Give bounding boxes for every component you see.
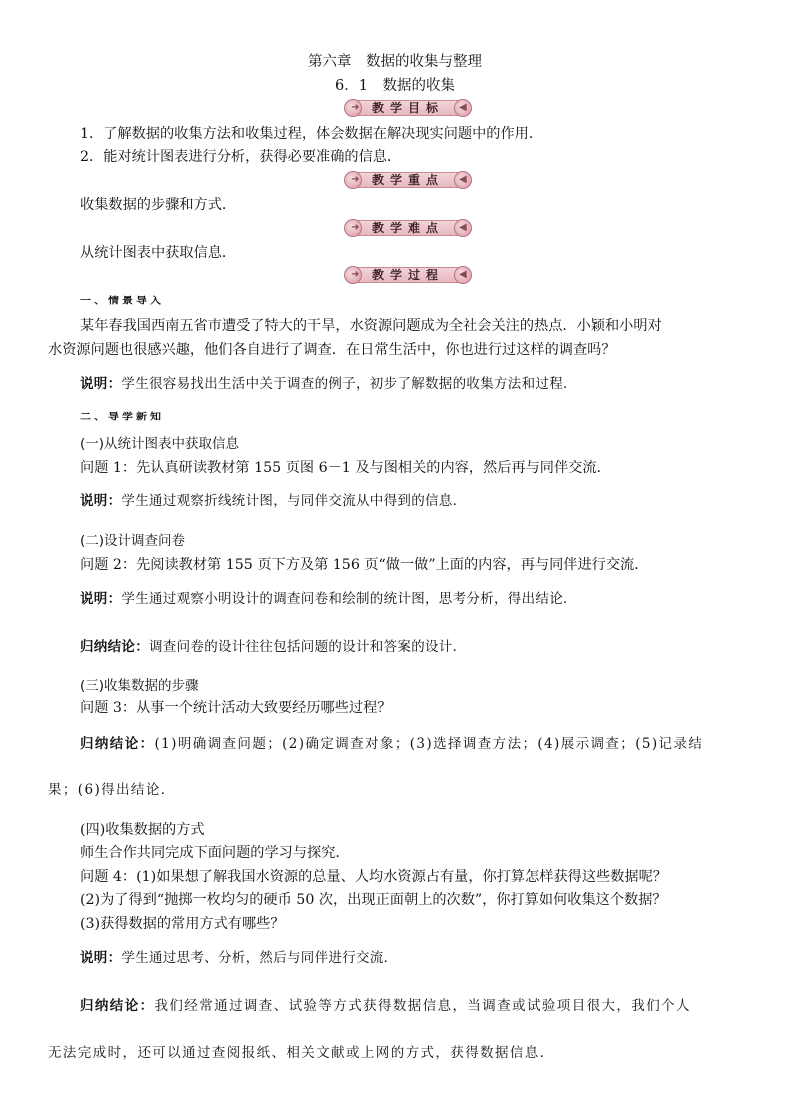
part3-question: 问题 3：从事一个统计活动大致要经历哪些过程？ [80,700,392,716]
difficulty-text: 从统计图表中获取信息． [80,245,237,261]
key-point-text: 收集数据的步骤和方式． [80,197,237,213]
objective-2: 2．能对统计图表进行分析，获得必要准确的信息． [80,149,402,165]
part2-question: 问题 2：先阅读教材第 155 页下方及第 156 页“做一做”上面的内容，再与同伴进行交流． [80,557,649,573]
banner-process: ➜ ◀ 教学过程 [344,266,472,284]
part1-question: 问题 1：先认真研读教材第 155 页图 6－1 及与图相关的内容，然后再与同伴交流． [80,460,611,476]
arrow-right-icon: ➜ [344,219,362,237]
arrow-left-icon: ◀ [454,99,472,117]
part1-heading: (一)从统计图表中获取信息 [80,436,240,452]
part4-question1: 问题 4：(1)如果想了解我国水资源的总量、人均水资源占有量，你打算怎样获得这些数据呢？ [80,869,667,885]
banner-key-points: ➜ ◀ 教学重点 [344,171,472,189]
section-title: 6．1 数据的收集 [335,78,455,94]
part4-question2: (2)为了得到“抛掷一枚均匀的硬币 50 次，出现正面朝上的次数”，你打算如何收集这个数据？ [80,892,667,908]
part2-heading: (二)设计调查问卷 [80,533,186,549]
part3-heading: (三)收集数据的步骤 [80,678,199,694]
objective-1: 1．了解数据的收集方法和收集过程，体会数据在解决现实问题中的作用． [80,126,544,142]
arrow-right-icon: ➜ [344,266,362,284]
section1-heading: 一、情景导入 [80,294,164,306]
arrow-left-icon: ◀ [454,266,472,284]
part4-heading: (四)收集数据的方式 [80,822,205,838]
arrow-right-icon: ➜ [344,171,362,189]
section1-para-line2: 水资源问题也很感兴趣，他们各自进行了调查．在日常生活中，你也进行过这样的调查吗？ [48,342,616,358]
part2-note: 说明：学生通过观察小明设计的调查问卷和绘制的统计图，思考分析，得出结论． [80,591,577,607]
section1-note: 说明：学生很容易找出生活中关于调查的例子，初步了解数据的收集方法和过程． [80,376,577,392]
part2-conclusion: 归纳结论：调查问卷的设计往往包括问题的设计和答案的设计． [80,639,467,655]
part3-conclusion-line2: 果；(6)得出结论． [48,782,176,798]
arrow-left-icon: ◀ [454,171,472,189]
part4-conclusion-line2: 无法完成时，还可以通过查阅报纸、相关文献或上网的方式，获得数据信息． [48,1045,555,1061]
banner-difficulties: ➜ ◀ 教学难点 [344,219,472,237]
section2-heading: 二、导学新知 [80,410,164,422]
part4-conclusion-line1: 归纳结论：我们经常通过调查、试验等方式获得数据信息，当调查或试验项目很大，我们个人 [80,998,691,1014]
banner-objectives: ➜ ◀ 教学目标 [344,99,472,117]
part1-note: 说明：学生通过观察折线统计图，与同伴交流从中得到的信息． [80,493,467,509]
arrow-left-icon: ◀ [454,219,472,237]
part4-intro: 师生合作共同完成下面问题的学习与探究． [80,845,350,861]
arrow-right-icon: ➜ [344,99,362,117]
chapter-title: 第六章 数据的收集与整理 [308,54,482,70]
part3-conclusion-line1: 归纳结论：(1)明确调查问题；(2)确定调查对象；(3)选择调查方法；(4)展示调查；(5)记录结 [80,736,704,752]
section1-para-line1: 某年春我国西南五省市遭受了特大的干旱，水资源问题成为全社会关注的热点．小颖和小明对 [80,318,662,334]
part4-question3: (3)获得数据的常用方式有哪些？ [80,916,285,932]
part4-note: 说明：学生通过思考、分析，然后与同伴进行交流． [80,950,398,966]
